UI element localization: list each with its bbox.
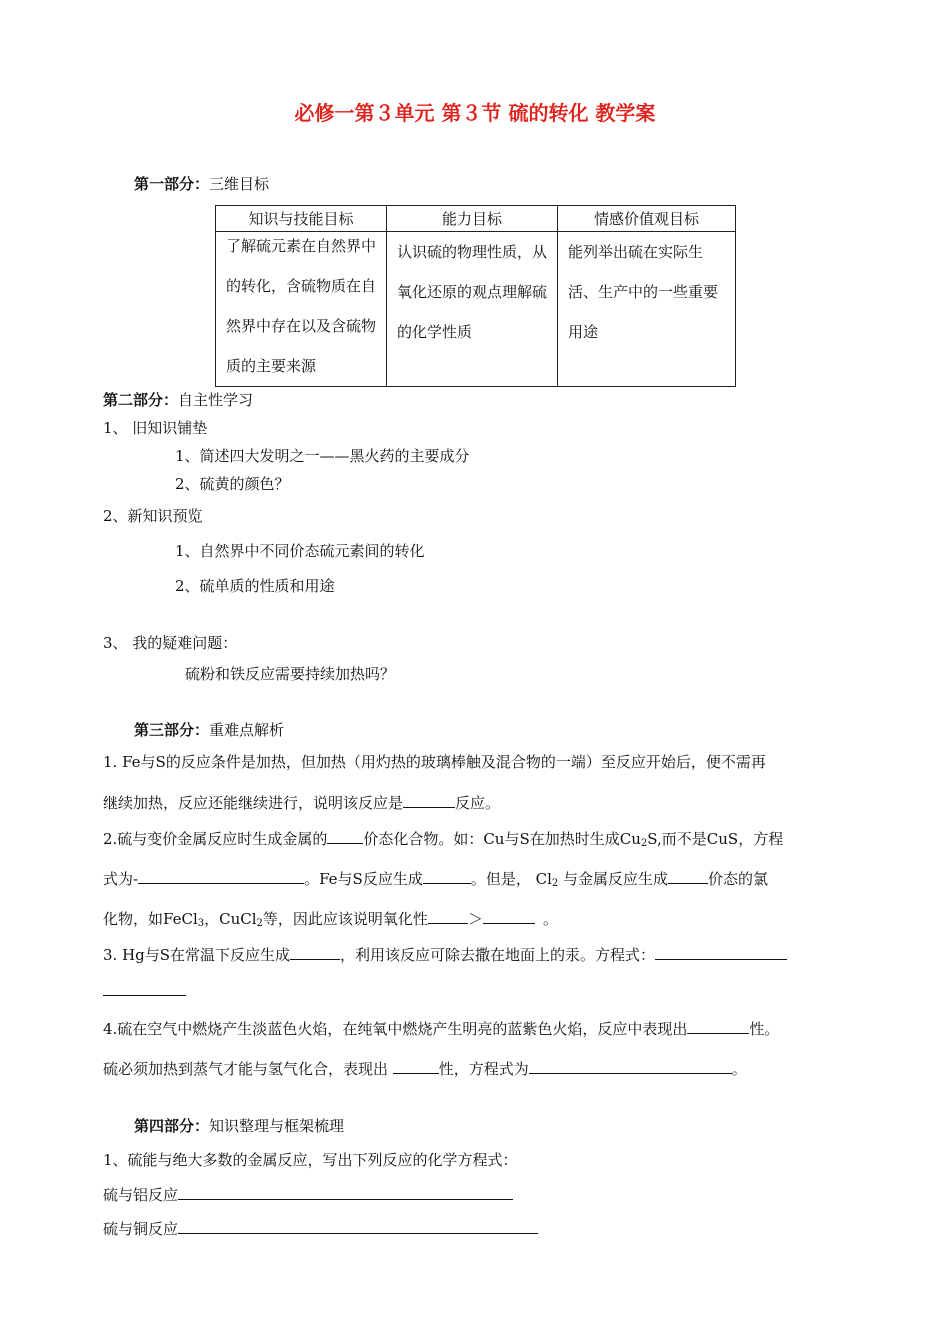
q2-line1 [103,828,783,854]
part1-heading [134,174,269,194]
q4-text: 4.硫在空气中燃烧产生淡蓝色火焰，在纯氧中燃烧产生明亮的蓝紫色火焰，反应中表现出 [103,1020,688,1038]
goals-cell-knowledge [216,232,387,387]
part3-heading [134,720,284,740]
q1-line1: 1. Fe与S的反应条件是加热，但加热（用灼热的玻璃棒触及混合物的一端）至反应开始后，便不需再 [103,753,766,771]
answer-blank[interactable] [178,1184,513,1200]
equation-line [103,1218,538,1239]
q4-text: 性，方程式为 [438,1060,529,1078]
questions-heading: 3、 我的疑难问题： [103,634,238,652]
q2-text: S,而不是CuS，方程 [647,830,784,848]
answer-blank[interactable] [668,868,708,884]
equation-label: 硫与铜反应 [103,1220,179,1238]
new-knowledge-item: 2、硫单质的性质和用途 [175,577,335,595]
goals-table [215,205,736,387]
goals-header-knowledge: 知识与技能目标 [216,206,387,232]
q4-line2 [103,1058,747,1079]
q2-text: 价态的氯 [708,870,769,888]
part1-label: 第一部分： [134,175,210,193]
q2-text: 化物，如FeCl [103,910,198,928]
answer-blank[interactable] [687,1018,749,1034]
answer-blank[interactable] [655,944,787,960]
part4-heading [134,1116,344,1136]
answer-blank[interactable] [423,868,471,884]
page-title: 必修一第３单元 第３节 硫的转化 教学案 [294,101,656,125]
q2-text: 式为- [103,870,139,888]
q2-text: 。Fe与S反应生成 [304,870,423,888]
goals-header-ability: 能力目标 [387,206,558,232]
q2-subscript: 2 [551,878,559,889]
goals-cell-ability [387,232,558,387]
equation-line [103,1184,513,1205]
part4-subtitle: 知识整理与框架梳理 [209,1117,345,1135]
part2-heading [103,390,253,410]
answer-blank[interactable] [178,1218,538,1234]
answer-blank[interactable] [403,792,455,808]
q2-subscript: 3 [197,918,205,929]
q2-line3 [103,908,558,934]
q4-text: 硫必须加热到蒸气才能与氢气化合，表现出 [103,1060,393,1078]
q4-text: 性。 [749,1020,780,1038]
old-knowledge-item: 2、硫黄的颜色？ [175,475,290,493]
part1-subtitle: 三维目标 [209,175,270,193]
q3-text: ，利用该反应可除去撒在地面上的汞。方程式： [340,946,656,964]
question-text: 硫粉和铁反应需要持续加热吗？ [185,665,396,683]
q3-line2 [103,980,186,1001]
q2-text: 等，因此应该说明氧化性 [262,910,428,928]
q2-text: 2.硫与变价金属反应时生成金属的 [103,830,328,848]
q2-text: ＞ [467,910,483,928]
q1-line2 [103,792,500,813]
q2-subscript: 2 [640,838,648,849]
part2-label: 第二部分： [103,391,179,409]
goals-text-emotion: 能列举出硫在实际生活、生产中的一些重要用途 [568,243,719,341]
q3-text: 3. Hg与S在常温下反应生成 [103,946,291,964]
part4-label: 第四部分： [134,1117,210,1135]
goals-cell-emotion [558,232,736,387]
goals-text-knowledge: 了解硫元素在自然界中的转化，含硫物质在自然界中存在以及含硫物质的主要来源 [226,237,377,375]
q2-text: 与金属反应生成 [558,870,669,888]
goals-header-emotion: 情感价值观目标 [558,206,736,232]
q2-text: ，CuCl [204,910,257,928]
answer-blank[interactable] [327,828,363,844]
answer-blank[interactable] [428,908,468,924]
new-knowledge-heading: 2、新知识预览 [103,507,203,525]
new-knowledge-item: 1、自然界中不同价态硫元素间的转化 [175,542,425,560]
part3-subtitle: 重难点解析 [209,721,285,739]
answer-blank[interactable] [529,1058,732,1074]
goals-text-ability: 认识硫的物理性质，从氧化还原的观点理解硫的化学性质 [397,243,548,341]
answer-blank[interactable] [290,944,340,960]
old-knowledge-heading: 1、 旧知识铺垫 [103,419,208,437]
q2-subscript: 2 [256,918,263,929]
part2-subtitle: 自主性学习 [178,391,254,409]
equation-label: 硫与铝反应 [103,1186,179,1204]
q3-line1 [103,944,787,965]
answer-blank[interactable] [138,868,304,884]
part3-label: 第三部分： [134,721,210,739]
q4-line1 [103,1018,779,1039]
q4-text: 。 [731,1060,747,1078]
q1-text-end: 反应。 [455,794,501,812]
q2-text: 。 [542,910,558,928]
q2-text: 价态化合物。如：Cu与S在加热时生成Cu [363,830,641,848]
answer-blank[interactable] [103,980,186,996]
part4-intro: 1、硫能与绝大多数的金属反应，写出下列反应的化学方程式： [103,1151,518,1169]
q1-text: 继续加热，反应还能继续进行，说明该反应是 [103,794,404,812]
q2-text: 。但是， Cl [470,870,552,888]
old-knowledge-item: 1、简述四大发明之一——黑火药的主要成分 [175,447,470,465]
answer-blank[interactable] [393,1058,439,1074]
q2-line2 [103,868,768,894]
answer-blank[interactable] [483,908,535,924]
